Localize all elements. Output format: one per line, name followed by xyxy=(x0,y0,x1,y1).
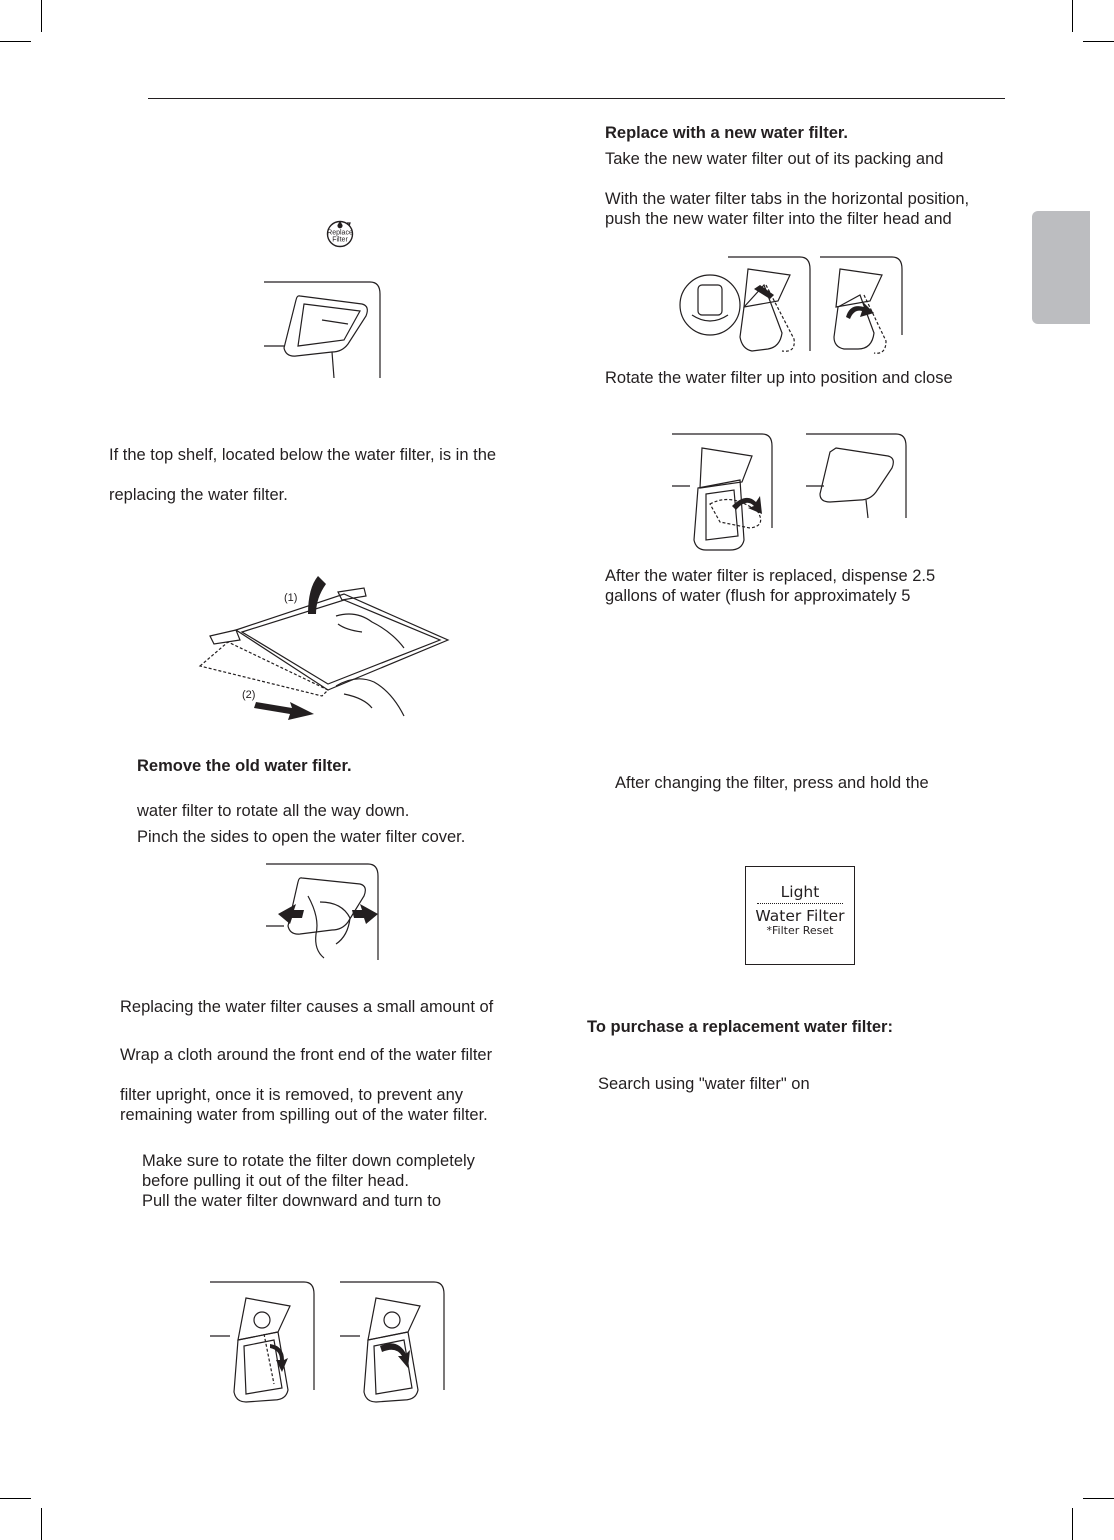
crop-mark xyxy=(1083,41,1114,42)
rotate-up-figure xyxy=(670,432,910,554)
panel-divider xyxy=(757,903,843,904)
replace-heading: Replace with a new water filter. xyxy=(605,124,848,142)
caution-line1: Replacing the water filter causes a small amount of xyxy=(120,998,494,1016)
after-change-line: After changing the filter, press and hold the xyxy=(615,774,929,792)
dispense-line2: gallons of water (flush for approximately 5 xyxy=(605,587,911,605)
remove-line2: Pinch the sides to open the water filter cover. xyxy=(137,828,466,846)
side-tab xyxy=(1032,211,1090,324)
replace-line1: Take the new water filter out of its packing and xyxy=(605,150,944,168)
crop-mark xyxy=(0,41,31,42)
replace-filter-icon-label2: Filter xyxy=(332,236,348,244)
search-line: Search using "water filter" on xyxy=(598,1075,810,1093)
rotate-up-line: Rotate the water filter up into position and close xyxy=(605,369,953,387)
insert-filter-figure xyxy=(678,255,906,357)
crop-mark xyxy=(41,0,42,32)
replace-filter-icon xyxy=(325,218,355,248)
filter-housing-closed-figure xyxy=(262,280,384,380)
dispense-line1: After the water filter is replaced, dispense 2.5 xyxy=(605,567,936,585)
shelf-figure-label-2: (2) xyxy=(242,689,256,701)
replace-filter-icon-label1: Replace xyxy=(327,229,353,237)
replace-line2: With the water filter tabs in the horizontal position, xyxy=(605,190,970,208)
shelf-removal-figure xyxy=(196,574,458,724)
remove-heading: Remove the old water filter. xyxy=(137,757,352,775)
crop-mark xyxy=(0,1498,31,1499)
crop-mark xyxy=(1072,1508,1073,1540)
panel-water-filter-label: Water Filter xyxy=(755,907,845,925)
header-rule xyxy=(148,98,1005,99)
caution-line4: remaining water from spilling out of the water filter. xyxy=(120,1106,488,1124)
rotate-line2: before pulling it out of the filter head. xyxy=(142,1172,409,1190)
rotate-line1: Make sure to rotate the filter down completely xyxy=(142,1152,475,1170)
panel-light-label: Light xyxy=(780,883,820,901)
purchase-heading: To purchase a replacement water filter: xyxy=(587,1018,893,1036)
shelf-note-line2: replacing the water filter. xyxy=(109,486,288,504)
crop-mark xyxy=(41,1508,42,1540)
shelf-note-line1: If the top shelf, located below the water filter, is in the xyxy=(109,446,497,464)
caution-line3: filter upright, once it is removed, to prevent any xyxy=(120,1086,464,1104)
replace-line3: push the new water filter into the filter head and xyxy=(605,210,952,228)
crop-mark xyxy=(1072,0,1073,32)
water-filter-reset-button[interactable] xyxy=(745,866,855,965)
rotate-line3: Pull the water filter downward and turn to xyxy=(142,1192,441,1210)
panel-filter-reset-label: *Filter Reset xyxy=(766,924,834,937)
caution-line2: Wrap a cloth around the front end of the water filter xyxy=(120,1046,493,1064)
remove-line1: water filter to rotate all the way down. xyxy=(137,802,410,820)
pinch-cover-figure xyxy=(264,862,384,962)
filter-rotate-down-figure xyxy=(208,1280,448,1406)
crop-mark xyxy=(1083,1498,1114,1499)
shelf-figure-label-1: (1) xyxy=(284,592,298,604)
